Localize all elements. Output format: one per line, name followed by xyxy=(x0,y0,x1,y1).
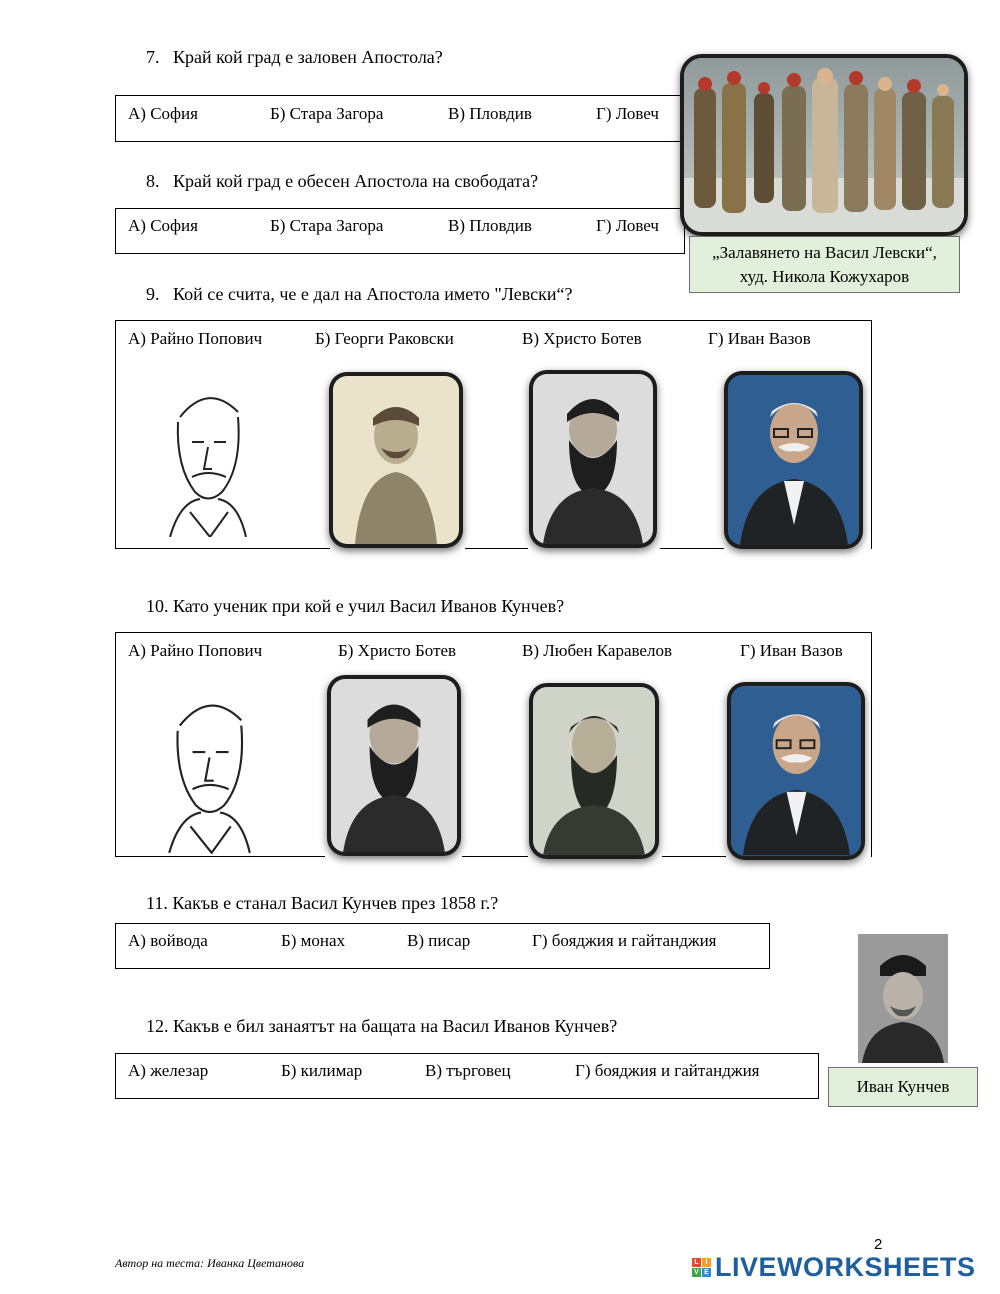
question-11: 11. Какъв е станал Васил Кунчев през 1858 г.? xyxy=(146,893,499,913)
logo-letter: E xyxy=(702,1268,711,1277)
painting-caption-line-1: „Залавянето на Васил Левски“, xyxy=(712,243,937,262)
option-a[interactable]: А) Райно Попович xyxy=(128,641,263,660)
divider xyxy=(462,856,528,857)
option-g[interactable]: Г) Иван Вазов xyxy=(740,641,843,660)
option-b[interactable]: Б) Стара Загора xyxy=(270,216,384,235)
painting-caption-line-2: худ. Никола Кожухаров xyxy=(739,267,910,286)
portrait-ivan-vazov xyxy=(731,686,861,856)
portrait-hristo-botev xyxy=(331,679,457,852)
option-g[interactable]: Г) Ловеч xyxy=(596,104,659,123)
painting-capture-of-levski xyxy=(684,58,964,232)
option-b[interactable]: Б) Стара Загора xyxy=(270,104,384,123)
portrait-ivan-vazov xyxy=(728,375,859,545)
divider xyxy=(662,856,726,857)
option-v[interactable]: В) Любен Каравелов xyxy=(522,641,672,660)
divider xyxy=(115,548,330,549)
option-v[interactable]: В) Пловдив xyxy=(448,216,532,235)
option-g[interactable]: Г) Иван Вазов xyxy=(708,329,811,348)
option-a[interactable]: А) София xyxy=(128,216,198,235)
option-a[interactable]: А) войвода xyxy=(128,931,208,950)
divider xyxy=(660,548,724,549)
option-b[interactable]: Б) Георги Раковски xyxy=(315,329,454,348)
question-9: 9. Кой се счита, че е дал на Апостола името "Левски“? xyxy=(146,284,573,304)
portrait-ivan-kunchev xyxy=(858,934,948,1063)
divider xyxy=(465,548,528,549)
option-a[interactable]: А) София xyxy=(128,104,198,123)
option-b[interactable]: Б) Христо Ботев xyxy=(338,641,457,660)
option-v[interactable]: В) писар xyxy=(407,931,471,950)
option-v[interactable]: В) Христо Ботев xyxy=(522,329,642,348)
answer-box-q7 xyxy=(115,95,685,142)
logo-letter: V xyxy=(692,1268,701,1277)
portrait-hristo-botev xyxy=(533,374,653,544)
option-v[interactable]: В) търговец xyxy=(425,1061,511,1080)
liveworksheets-logo[interactable] xyxy=(692,1252,976,1283)
logo-letter: I xyxy=(702,1258,711,1267)
page-number: 2 xyxy=(874,1236,883,1253)
question-8: 8. Край кой град е обесен Апостола на свободата? xyxy=(146,171,539,191)
author-credit: Автор на теста: Иванка Цветанова xyxy=(115,1256,305,1270)
question-7: 7. Край кой град е заловен Апостола? xyxy=(146,47,443,67)
answer-box-q11 xyxy=(115,923,770,969)
option-b[interactable]: Б) килимар xyxy=(281,1061,363,1080)
divider xyxy=(115,856,325,857)
portrait-georgi-rakovski xyxy=(333,376,459,544)
portrait-rayno-popovich xyxy=(148,682,271,854)
option-g[interactable]: Г) бояджия и гайтанджия xyxy=(532,931,717,950)
option-v[interactable]: В) Пловдив xyxy=(448,104,532,123)
answer-box-q12 xyxy=(115,1053,819,1099)
painting-caption xyxy=(689,236,960,293)
option-g[interactable]: Г) бояджия и гайтанджия xyxy=(575,1061,760,1080)
option-g[interactable]: Г) Ловеч xyxy=(596,216,659,235)
answer-box-q8 xyxy=(115,208,685,254)
question-10: 10. Като ученик при кой е учил Васил Иванов Кунчев? xyxy=(146,596,565,616)
portrait-rayno-popovich xyxy=(150,377,266,537)
question-12: 12. Какъв е бил занаятът на бащата на Васил Иванов Кунчев? xyxy=(146,1016,618,1036)
option-a[interactable]: А) Райно Попович xyxy=(128,329,263,348)
option-b[interactable]: Б) монах xyxy=(281,931,346,950)
option-a[interactable]: А) железар xyxy=(128,1061,209,1080)
portrait-lyuben-karavelov xyxy=(533,687,655,855)
logo-blocks-icon xyxy=(692,1258,711,1277)
brand-name: LIVEWORKSHEETS xyxy=(715,1252,976,1282)
logo-letter: L xyxy=(692,1258,701,1267)
kunchev-caption: Иван Кунчев xyxy=(828,1067,978,1107)
